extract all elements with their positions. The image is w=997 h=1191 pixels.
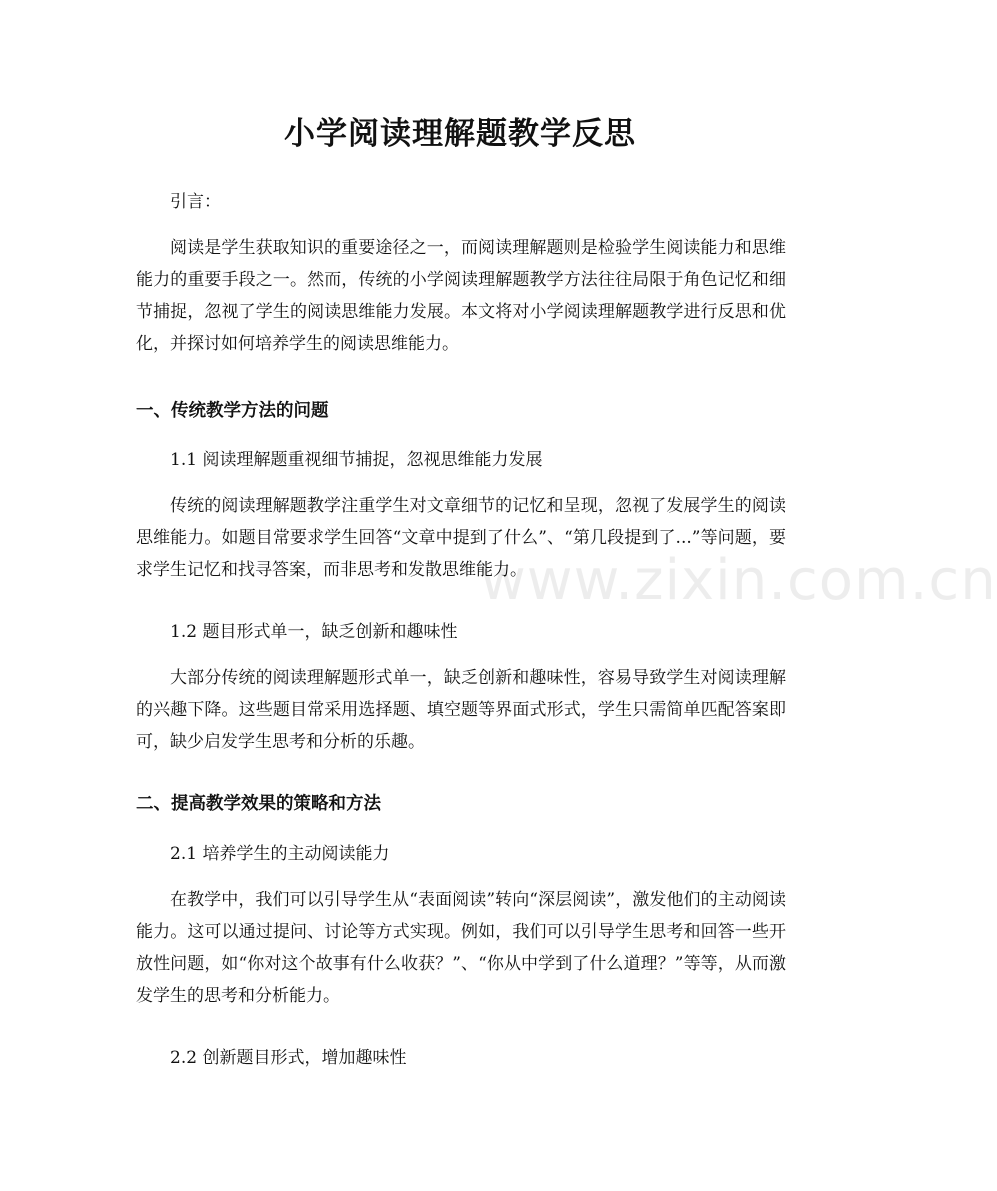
intro-paragraph: 阅读是学生获取知识的重要途径之一，而阅读理解题则是检验学生阅读能力和思维能力的重要手段之一。然而，传统的小学阅读理解题教学方法往往局限于角色记忆和细节捕捉，忽视了学生的阅读思维能力发展。本文将对小学阅读理解题教学进行反思和优化，并探讨如何培养学生的阅读思维能力。	[136, 238, 786, 354]
section1-sub2-heading: 1.2 题目形式单一，缺乏创新和趣味性	[170, 622, 458, 642]
section2-sub2-heading: 2.2 创新题目形式，增加趣味性	[170, 1048, 407, 1068]
section1-sub2-paragraph: 大部分传统的阅读理解题形式单一，缺乏创新和趣味性，容易导致学生对阅读理解的兴趣下降。这些题目常采用选择题、填空题等界面式形式，学生只需简单匹配答案即可，缺少启发学生思考和分析的乐趣。	[136, 668, 786, 752]
document-title: 小学阅读理解题教学反思	[284, 116, 636, 152]
intro-label: 引言：	[170, 192, 221, 212]
section1-sub1-heading: 1.1 阅读理解题重视细节捕捉，忽视思维能力发展	[170, 450, 543, 470]
section1-sub1-paragraph: 传统的阅读理解题教学注重学生对文章细节的记忆和呈现，忽视了发展学生的阅读思维能力。如题目常要求学生回答“文章中提到了什么”、“第几段提到了...”等问题，要求学生记忆和找寻答案，而非思考和发散思维能力。	[136, 496, 786, 580]
section2-heading: 二、提高教学效果的策略和方法	[136, 794, 381, 814]
section2-sub1-heading: 2.1 培养学生的主动阅读能力	[170, 844, 390, 864]
section1-heading: 一、传统教学方法的问题	[136, 401, 329, 421]
watermark: www.zixin.com.cn	[480, 548, 997, 613]
section2-sub1-paragraph: 在教学中，我们可以引导学生从“表面阅读”转向“深层阅读”，激发他们的主动阅读能力。这可以通过提问、讨论等方式实现。例如，我们可以引导学生思考和回答一些开放性问题，如“你对这个故事有什么收获？”、“你从中学到了什么道理？”等等，从而激发学生的思考和分析能力。	[136, 890, 786, 1006]
